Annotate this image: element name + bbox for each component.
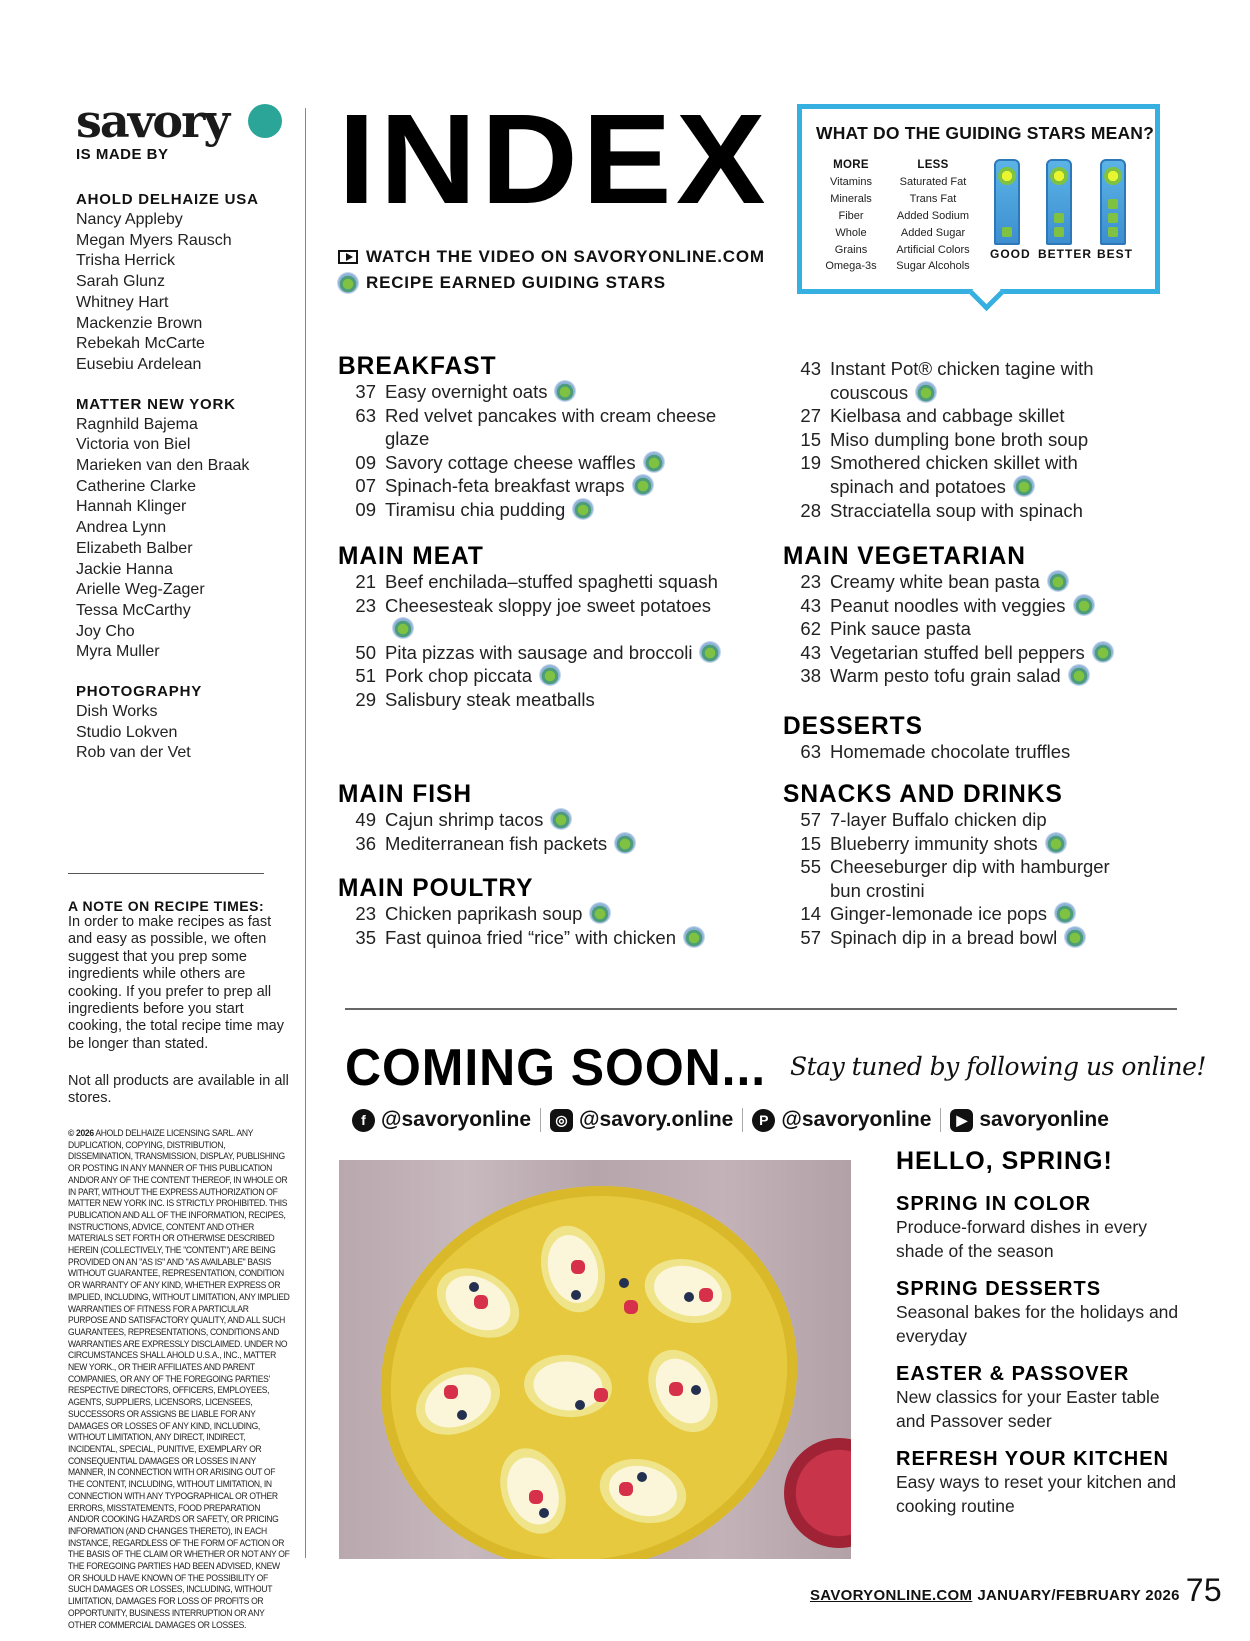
coming-soon-item: SPRING DESSERTS Seasonal bakes for the holidays and everyday xyxy=(896,1278,1179,1346)
page-footer xyxy=(810,1572,1222,1608)
best-label: BEST xyxy=(1097,247,1134,261)
recipe-entry[interactable] xyxy=(338,926,758,950)
page-number: 27 xyxy=(800,405,821,427)
coming-soon-tagline: Stay tuned by following us online! xyxy=(790,1052,1206,1081)
recipe-entry[interactable] xyxy=(338,902,758,926)
page-number: 23 xyxy=(355,903,376,924)
section-heading: MAIN VEGETARIAN xyxy=(783,542,1026,570)
page-number: 37 xyxy=(355,381,376,402)
guiding-star-icon xyxy=(338,273,358,293)
recipe-name: Easy overnight oats xyxy=(385,380,728,404)
recipe-name: Pita pizzas with sausage and broccoli xyxy=(385,641,728,665)
better-ribbon-icon xyxy=(1046,159,1072,245)
recipe-name: Cheesesteak sloppy joe sweet potatoes xyxy=(385,594,728,641)
guiding-star-icon xyxy=(540,665,560,685)
note-body: In order to make recipes as fast and easy as possible, we often suggest that you prep some ingredients while others are cooking. If you prefer to prep all ingredients before you start cooking, the total recipe time may be longer than stated. xyxy=(68,914,284,1052)
credit-name: Rebekah McCarte xyxy=(76,335,205,353)
section-snacks-and-drinks xyxy=(783,780,1133,950)
guiding-stars-title: WHAT DO THE GUIDING STARS MEAN? xyxy=(816,123,1155,143)
recipe-name: Ginger-lemonade ice pops xyxy=(830,902,1133,926)
page-number: 51 xyxy=(355,665,376,687)
pinterest-icon: P xyxy=(752,1109,775,1132)
recipe-name: Mediterranean fish packets xyxy=(385,832,728,856)
coming-soon-item: EASTER & PASSOVER New classics for your Easter table and Passover seder xyxy=(896,1363,1160,1431)
credit-groups xyxy=(76,191,296,764)
credit-name: Trisha Herrick xyxy=(76,252,175,270)
recipe-name: Blueberry immunity shots xyxy=(830,832,1133,856)
coming-soon-item: SPRING IN COLOR Produce-forward dishes in every shade of the season xyxy=(896,1193,1147,1261)
section-main-poultry xyxy=(338,874,758,949)
separator xyxy=(540,1108,541,1132)
logo-dot-icon xyxy=(248,104,282,138)
recipe-name: Cajun shrimp tacos xyxy=(385,808,728,832)
credit-name: Dish Works xyxy=(76,703,158,721)
berry-bowl xyxy=(784,1438,851,1548)
recipe-name: Fast quinoa fried “rice” with chicken xyxy=(385,926,758,950)
recipe-entry[interactable] xyxy=(783,499,1133,523)
instagram-icon: ◎ xyxy=(550,1109,573,1132)
page-number: 36 xyxy=(355,832,376,854)
recipe-name: Peanut noodles with veggies xyxy=(830,594,1133,618)
best-ribbon-icon xyxy=(1100,159,1126,245)
recipe-name: Spinach-feta breakfast wraps xyxy=(385,474,728,498)
guiding-star-icon xyxy=(684,927,704,947)
credit-heading: AHOLD DELHAIZE USA xyxy=(76,191,259,208)
recipe-name: Savory cottage cheese waffles xyxy=(385,451,728,475)
page-number: 23 xyxy=(800,571,821,592)
social-link[interactable]: ▶ savoryonline xyxy=(950,1108,1109,1132)
recipe-entry[interactable] xyxy=(783,808,1133,832)
recipe-entry[interactable] xyxy=(783,594,1133,618)
credit-heading: MATTER NEW YORK xyxy=(76,395,236,413)
video-legend: WATCH THE VIDEO ON SAVORYONLINE.COM xyxy=(338,247,765,267)
credit-name: Eusebiu Ardelean xyxy=(76,355,202,373)
credit-name: Jackie Hanna xyxy=(76,560,173,578)
divider xyxy=(345,1008,1177,1010)
recipe-entry[interactable] xyxy=(783,404,1133,428)
recipe-entry[interactable] xyxy=(783,428,1133,452)
credit-name: Marieken van den Braak xyxy=(76,457,250,475)
issue-date: JANUARY/FEBRUARY 2026 xyxy=(977,1587,1180,1604)
recipe-entry[interactable] xyxy=(338,808,728,832)
social-link[interactable]: P @savoryonline xyxy=(752,1108,931,1132)
recipe-entry[interactable] xyxy=(783,855,1133,902)
made-by-label: IS MADE BY xyxy=(76,146,169,163)
page-number: 55 xyxy=(800,856,821,878)
less-column: LESS Saturated Fat Trans Fat Added Sodium Added Sugar Artificial Colors Sugar Alcohols xyxy=(896,159,970,273)
divider xyxy=(68,873,264,874)
credit-name: Elizabeth Balber xyxy=(76,539,193,557)
credit-name: Ragnhild Bajema xyxy=(76,415,198,433)
recipe-name: Smothered chicken skillet with spinach and potatoes xyxy=(830,452,1078,497)
page-number: 14 xyxy=(800,903,821,925)
page-number: 29 xyxy=(355,688,376,710)
page-number: 21 xyxy=(355,571,376,592)
recipe-entry[interactable] xyxy=(338,664,728,688)
recipe-name: 7-layer Buffalo chicken dip xyxy=(830,809,1047,830)
section-breakfast xyxy=(338,352,728,522)
page-number: 09 xyxy=(355,451,376,473)
section-heading: BREAKFAST xyxy=(338,352,497,380)
section-desserts xyxy=(783,712,1133,764)
page-number: 49 xyxy=(355,809,376,830)
more-column: MORE Vitamins Minerals Fiber Whole Grains Omega-3s xyxy=(825,159,877,273)
credit-name: Hannah Klinger xyxy=(76,498,187,516)
page-number: 63 xyxy=(355,404,376,426)
credit-heading: PHOTOGRAPHY xyxy=(76,683,203,701)
guiding-star-icon xyxy=(551,809,571,829)
recipe-entry[interactable] xyxy=(783,451,1133,498)
better-label: BETTER xyxy=(1038,247,1092,261)
coming-soon-title: COMING SOON... xyxy=(345,1039,767,1097)
page-number: 19 xyxy=(800,452,821,474)
recipe-entry[interactable] xyxy=(783,641,1133,665)
credit-name: Myra Muller xyxy=(76,643,160,661)
credit-name: Victoria von Biel xyxy=(76,436,191,454)
page-number: 50 xyxy=(355,641,376,663)
recipe-entry[interactable] xyxy=(783,740,1133,764)
guiding-stars-box xyxy=(797,104,1160,294)
page-number: 62 xyxy=(800,618,821,640)
recipe-entry[interactable] xyxy=(338,641,728,665)
recipe-entry[interactable] xyxy=(783,832,1133,856)
good-ribbon-icon xyxy=(994,159,1020,245)
column-divider xyxy=(305,108,306,1558)
recipe-entry[interactable] xyxy=(338,570,728,594)
recipe-name: Kielbasa and cabbage skillet xyxy=(830,405,1065,427)
credit-name: Tessa McCarthy xyxy=(76,601,191,619)
credit-group xyxy=(76,191,296,376)
guiding-star-icon xyxy=(1074,595,1094,615)
credit-name: Sarah Glunz xyxy=(76,273,165,291)
page-number: 57 xyxy=(800,926,821,948)
guiding-star-icon xyxy=(1069,665,1089,685)
recipe-name: Chicken paprikash soup xyxy=(385,902,758,926)
credit-group xyxy=(76,683,296,764)
social-links xyxy=(352,1108,1109,1132)
social-link[interactable]: f @savoryonline xyxy=(352,1108,531,1132)
recipe-name: Miso dumpling bone broth soup xyxy=(830,428,1089,450)
guiding-star-icon xyxy=(615,833,635,853)
page-number: 57 xyxy=(800,809,821,830)
page-number: 43 xyxy=(800,641,821,663)
credit-name: Studio Lokven xyxy=(76,723,178,741)
guiding-star-icon xyxy=(1065,927,1085,947)
recipe-entry[interactable] xyxy=(338,404,728,451)
note-heading: A NOTE ON RECIPE TIMES: xyxy=(68,898,265,914)
play-video-icon xyxy=(338,250,358,264)
guiding-star-icon xyxy=(1055,903,1075,923)
section-main-vegetarian xyxy=(783,542,1133,688)
section-heading: DESSERTS xyxy=(783,712,923,740)
recipe-name: Homemade chocolate truffles xyxy=(830,741,1071,762)
credit-name: Rob van der Vet xyxy=(76,744,191,762)
section-main-fish xyxy=(338,780,728,855)
recipe-entry[interactable] xyxy=(783,617,1133,641)
section-continued xyxy=(783,357,1133,522)
recipe-entry[interactable] xyxy=(783,570,1133,594)
credit-name: Catherine Clarke xyxy=(76,477,197,495)
recipe-entry[interactable] xyxy=(783,357,1133,404)
guiding-star-icon xyxy=(1093,642,1113,662)
guiding-stars-legend: RECIPE EARNED GUIDING STARS xyxy=(338,273,666,293)
facebook-icon: f xyxy=(352,1109,375,1132)
guiding-star-icon xyxy=(700,642,720,662)
page-number: 15 xyxy=(800,832,821,854)
page-number: 38 xyxy=(800,665,821,687)
recipe-entry[interactable] xyxy=(338,832,728,856)
recipe-name: Spinach dip in a bread bowl xyxy=(830,926,1133,950)
section-heading: MAIN MEAT xyxy=(338,542,484,570)
page-number: 75 xyxy=(1185,1572,1222,1608)
credit-name: Whitney Hart xyxy=(76,293,169,311)
availability-note: Not all products are available in all stores. xyxy=(68,1073,289,1107)
page-number: 07 xyxy=(355,475,376,497)
page-number: 15 xyxy=(800,428,821,450)
recipe-name: Instant Pot® chicken tagine with couscous xyxy=(830,358,1094,403)
legal-disclaimer: © 2026 AHOLD DELHAIZE LICENSING SARL. ANY DUPLICATION, COPYING, DISTRIBUTION, DISSEMINATION, TRANSMISSION, DISPLAY, PUBLISHING OR POSTING IN ANY MANNER OF THIS PUBLICATION AND/OR ANY OF THE CONTENT THEREOF, IN WHOLE OR IN PART, WITHOUT THE EXPRESS AUTHORIZATION OF MATTER NEW YORK INC. IS STRICTLY PROHIBITED. THIS PUBLICATION AND ALL OF THE INFORMATION, RECIPES, INSTRUCTIONS, ADVICE, CONTENT AND OTHER MATERIALS SET FORTH OR OTHERWISE DESCRIBED HEREIN (COLLECTIVELY, THE "CONTENT") ARE BEING PROVIDED ON AN "AS IS" AND "AS AVAILABLE" BASIS WITHOUT GUARANTEE, REPRESENTATION, CONDITION OR WARRANTY OF ANY KIND, WHETHER EXPRESS OR IMPLIED, INCLUDING, WITHOUT LIMITATION, ANY IMPLIED WARRANTIES OF FITNESS FOR A PARTICULAR PURPOSE AND SATISFACTORY QUALITY, AND ALL SUCH GUARANTEES, REPRESENTATIONS, CONDITIONS AND WARRANTIES ARE EXPRESSLY DISCLAIMED. UNDER NO CIRCUMSTANCES SHALL AHOLD U.S.A., INC., MATTER NEW YORK., OR THEIR AFFILIATES AND PARENT COMPANIES, OR ANY OF THE FOREGOING PARTIES' RESPECTIVE DIRECTORS, OFFICERS, EMPLOYEES, AGENTS, SUPPLIERS, LICENSORS, LICENSEES, SUCCESSORS OR ASSIGNS BE LIABLE FOR ANY DAMAGES OR LOSSES OF ANY KIND, INCLUDING, WITHOUT LIMITATION, ANY DIRECT, INDIRECT, INCIDENTAL, SPECIAL, PUNITIVE, EXEMPLARY OR CONSEQUENTIAL DAMAGES OR LOSSES IN ANY MANNER, IN CONNECTION WITH OR ARISING OUT OF THE CONTENT, INCLUDING, WITHOUT LIMITATION, IN CONNECTION WITH ANY TYPOGRAPHICAL OR OTHER ERRORS, MISSTATEMENTS, FOOD PREPARATION AND/OR COOKING HAZARDS OR SAFETY, OR PRICING INFORMATION (AND CHANGES THERETO), IN EACH INSTANCE, REGARDLESS OF THE FORM OF ACTION OR THE BASIS OF THE CLAIM OR WHETHER OR NOT ANY OF THE FOREGOING PARTIES HAD BEEN ADVISED, KNEW OR SHOULD HAVE KNOWN OF THE POSSIBILITY OF SUCH DAMAGES OR LOSSES, INCLUDING, WITHOUT LIMITATION, DAMAGES FOR LOSS OF PROFITS OR OPPORTUNITY, BUSINESS INTERRUPTION OR ANY OTHER COMMERCIAL DAMAGES OR LOSSES. xyxy=(68,1128,290,1630)
recipe-entry[interactable] xyxy=(338,594,728,641)
recipe-name: Stracciatella soup with spinach xyxy=(830,499,1083,521)
credit-name: Andrea Lynn xyxy=(76,519,167,537)
credit-name: Nancy Appleby xyxy=(76,211,183,228)
section-heading: MAIN POULTRY xyxy=(338,874,534,902)
section-heading: SNACKS AND DRINKS xyxy=(783,780,1063,808)
recipe-entry[interactable] xyxy=(338,451,728,475)
recipe-name: Creamy white bean pasta xyxy=(830,570,1133,594)
page-number: 43 xyxy=(800,358,821,379)
recipe-name: Red velvet pancakes with cream cheese glaze xyxy=(385,404,717,450)
savory-logo: savory xyxy=(76,98,296,146)
recipe-name: Warm pesto tofu grain salad xyxy=(830,664,1133,688)
coming-soon-list xyxy=(896,1146,1186,1532)
recipe-name: Tiramisu chia pudding xyxy=(385,498,728,522)
lemon-cups-photo xyxy=(339,1160,851,1559)
section-main-meat xyxy=(338,542,728,712)
credit-name: Arielle Weg-Zager xyxy=(76,581,205,599)
guiding-star-icon xyxy=(1014,476,1034,496)
page-number: 28 xyxy=(800,499,821,521)
platter xyxy=(339,1160,847,1559)
section-heading: MAIN FISH xyxy=(338,780,473,808)
website-link[interactable]: SAVORYONLINE.COM xyxy=(810,1587,973,1604)
guiding-star-icon xyxy=(633,475,653,495)
youtube-icon: ▶ xyxy=(950,1109,973,1132)
recipe-entry[interactable] xyxy=(783,664,1133,688)
coming-soon-item: REFRESH YOUR KITCHEN Easy ways to reset your kitchen and cooking routine xyxy=(896,1448,1177,1516)
credit-name: Joy Cho xyxy=(76,622,135,640)
recipe-entry[interactable] xyxy=(338,474,728,498)
masthead xyxy=(76,94,296,764)
page-number: 63 xyxy=(800,741,821,762)
recipe-entry[interactable] xyxy=(783,902,1133,926)
page-number: 35 xyxy=(355,926,376,948)
guiding-star-icon xyxy=(1048,571,1068,591)
recipe-entry[interactable] xyxy=(338,380,728,404)
recipe-name: Vegetarian stuffed bell peppers xyxy=(830,641,1133,665)
page-number: 09 xyxy=(355,498,376,520)
separator xyxy=(940,1108,941,1132)
page-title: INDEX xyxy=(338,88,770,231)
hello-spring-heading: HELLO, SPRING! xyxy=(896,1147,1113,1175)
recipe-entry[interactable] xyxy=(338,498,728,522)
recipe-name: Salisbury steak meatballs xyxy=(385,688,595,710)
guiding-star-icon xyxy=(573,499,593,519)
recipe-entry[interactable] xyxy=(783,926,1133,950)
good-label: GOOD xyxy=(990,247,1031,261)
page-number: 23 xyxy=(355,594,376,616)
guiding-star-icon xyxy=(555,381,575,401)
social-link[interactable]: ◎ @savory.online xyxy=(550,1108,733,1132)
recipe-name: Cheeseburger dip with hamburger bun crostini xyxy=(830,856,1110,901)
recipe-times-note xyxy=(68,898,293,1053)
recipe-name: Beef enchilada–stuffed spaghetti squash xyxy=(385,571,718,592)
guiding-star-icon xyxy=(644,452,664,472)
guiding-star-icon xyxy=(916,382,936,402)
guiding-star-icon xyxy=(393,618,413,638)
recipe-name: Pork chop piccata xyxy=(385,664,728,688)
recipe-entry[interactable] xyxy=(338,688,728,712)
credit-group xyxy=(76,396,296,663)
recipe-name: Pink sauce pasta xyxy=(830,618,971,640)
page-number: 43 xyxy=(800,594,821,616)
guiding-star-icon xyxy=(1046,833,1066,853)
separator xyxy=(742,1108,743,1132)
guiding-star-icon xyxy=(590,903,610,923)
credit-name: Mackenzie Brown xyxy=(76,314,203,332)
credit-name: Megan Myers Rausch xyxy=(76,231,232,249)
